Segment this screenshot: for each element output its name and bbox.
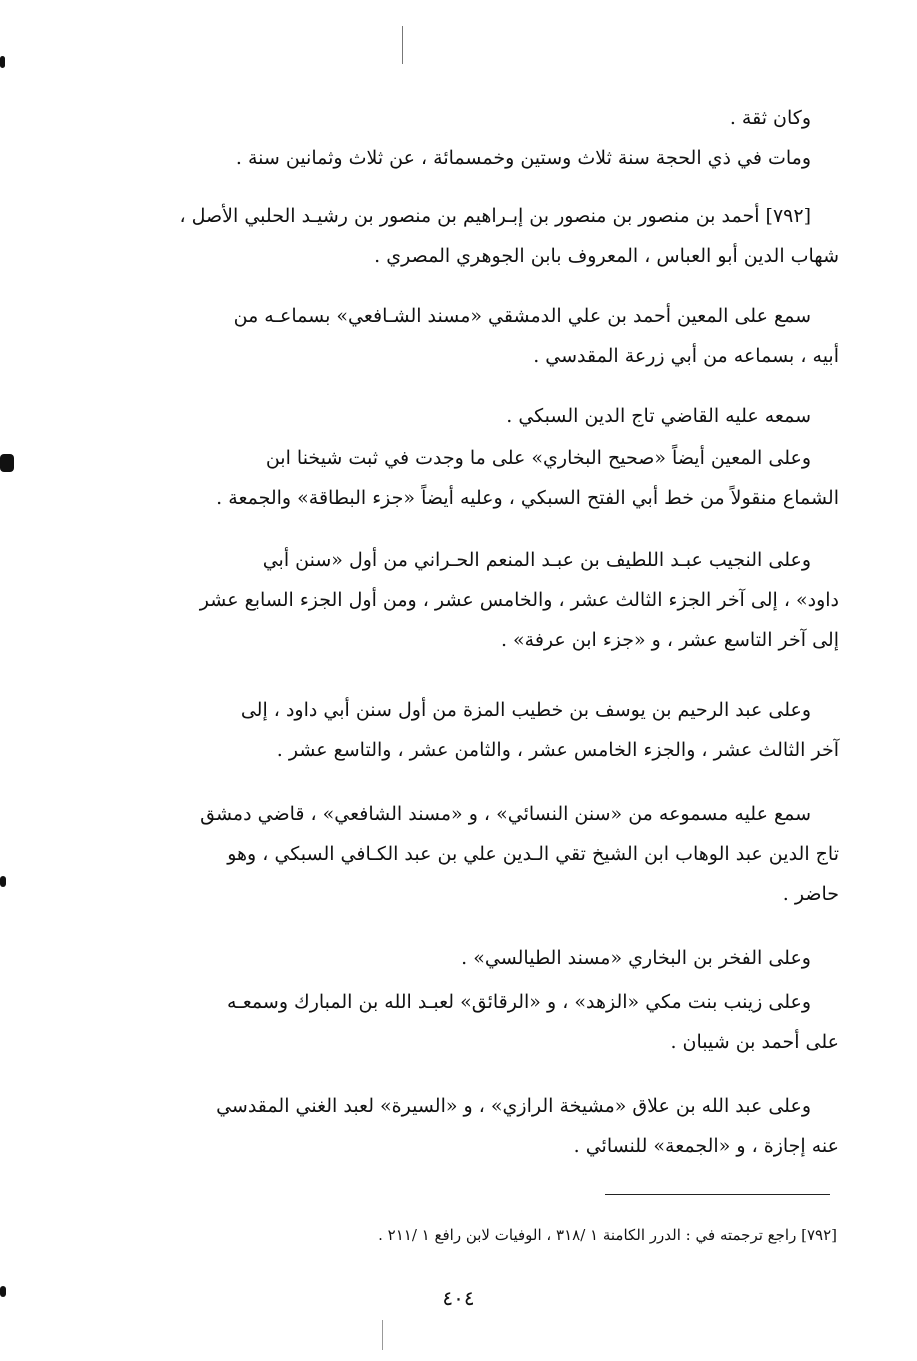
paragraph-8-line-2: آخر الثالث عشر ، والجزء الخامس عشر ، والثامن عشر ، والتاسع عشر . [276, 739, 839, 761]
paragraph-8-line-1: وعلى عبد الرحيم بن يوسف بن خطيب المزة من أول سنن أبي داود ، إلى [240, 699, 811, 721]
paragraph-11-line-2: على أحمد بن شيبان . [670, 1031, 839, 1053]
paragraph-4-line-1: سمع على المعين أحمد بن علي الدمشقي «مسند الشـافعي» بسماعـه من [233, 305, 811, 327]
paragraph-4-line-2: أبيه ، بسماعه من أبي زرعة المقدسي . [533, 345, 839, 367]
scan-line-top [402, 26, 403, 64]
scan-line-bottom [382, 1320, 383, 1350]
paragraph-11 [137, 982, 839, 1062]
paragraph-3-line-2: شهاب الدين أبو العباس ، المعروف بابن الجوهري المصري . [374, 245, 839, 267]
paragraph-6-line-2: الشماع منقولاً من خط أبي الفتح السبكي ، وعليه أيضاً «جزء البطاقة» والجمعة . [216, 487, 839, 509]
paragraph-2 [137, 138, 839, 178]
paragraph-6-line-1: وعلى المعين أيضاً «صحيح البخاري» على ما وجدت في ثبت شيخنا ابن [265, 447, 811, 469]
paragraph-10-line-1: وعلى الفخر بن البخاري «مسند الطيالسي» . [461, 947, 811, 969]
paragraph-9-line-3: حاضر . [782, 883, 839, 905]
paragraph-7-line-2: داود» ، إلى آخر الجزء الثالث عشر ، والخامس عشر ، ومن أول الجزء السابع عشر [199, 589, 839, 611]
paragraph-5-line-1: سمعه عليه القاضي تاج الدين السبكي . [506, 405, 811, 427]
footnote-separator [605, 1194, 830, 1195]
paragraph-4 [137, 296, 839, 376]
paragraph-11-line-1: وعلى زينب بنت مكي «الزهد» ، و «الرقائق» لعبـد الله بن المبارك وسمعـه [227, 991, 811, 1013]
paragraph-3-line-1: [٧٩٢] أحمد بن منصور بن منصور بن إبـراهيم بن منصور بن رشيـد الحلبي الأصل ، [179, 205, 811, 227]
paragraph-1-line-1: وكان ثقة . [729, 107, 811, 129]
paragraph-9-line-2: تاج الدين عبد الوهاب ابن الشيخ تقي الـدين علي بن عبد الكـافي السبكي ، وهو [227, 843, 839, 865]
paragraph-3 [137, 196, 839, 276]
paragraph-9-line-1: سمع عليه مسموعه من «سنن النسائي» ، و «مسند الشافعي» ، قاضي دمشق [200, 803, 811, 825]
paragraph-6 [137, 438, 839, 518]
paragraph-5 [137, 396, 839, 436]
footnote: [٧٩٢] راجع ترجمته في : الدرر الكامنة ١ /٣١٨ ، الوفيات لابن رافع ١ /٢١١ . [378, 1226, 837, 1244]
scan-mark-top [0, 56, 5, 68]
paragraph-9 [137, 794, 839, 914]
paragraph-12 [137, 1086, 839, 1166]
paragraph-7-line-1: وعلى النجيب عبـد اللطيف بن عبـد المنعم الحـراني من أول «سنن أبي [262, 549, 811, 571]
scan-mark-lower [0, 876, 6, 887]
paragraph-7 [137, 540, 839, 660]
paragraph-7-line-3: إلى آخر التاسع عشر ، و «جزء ابن عرفة» . [500, 629, 839, 651]
paragraph-1 [137, 98, 839, 138]
paragraph-10 [137, 938, 839, 978]
paragraph-2-line-1: ومات في ذي الحجة سنة ثلاث وستين وخمسمائة ، عن ثلاث وثمانين سنة . [235, 147, 811, 169]
page-number: ٤٠٤ [442, 1286, 475, 1310]
paragraph-12-line-1: وعلى عبد الله بن علاق «مشيخة الرازي» ، و «السيرة» لعبد الغني المقدسي [216, 1095, 811, 1117]
paragraph-12-line-2: عنه إجازة ، و «الجمعة» للنسائي . [573, 1135, 839, 1157]
scan-mark-middle [0, 454, 14, 472]
paragraph-8 [137, 690, 839, 770]
